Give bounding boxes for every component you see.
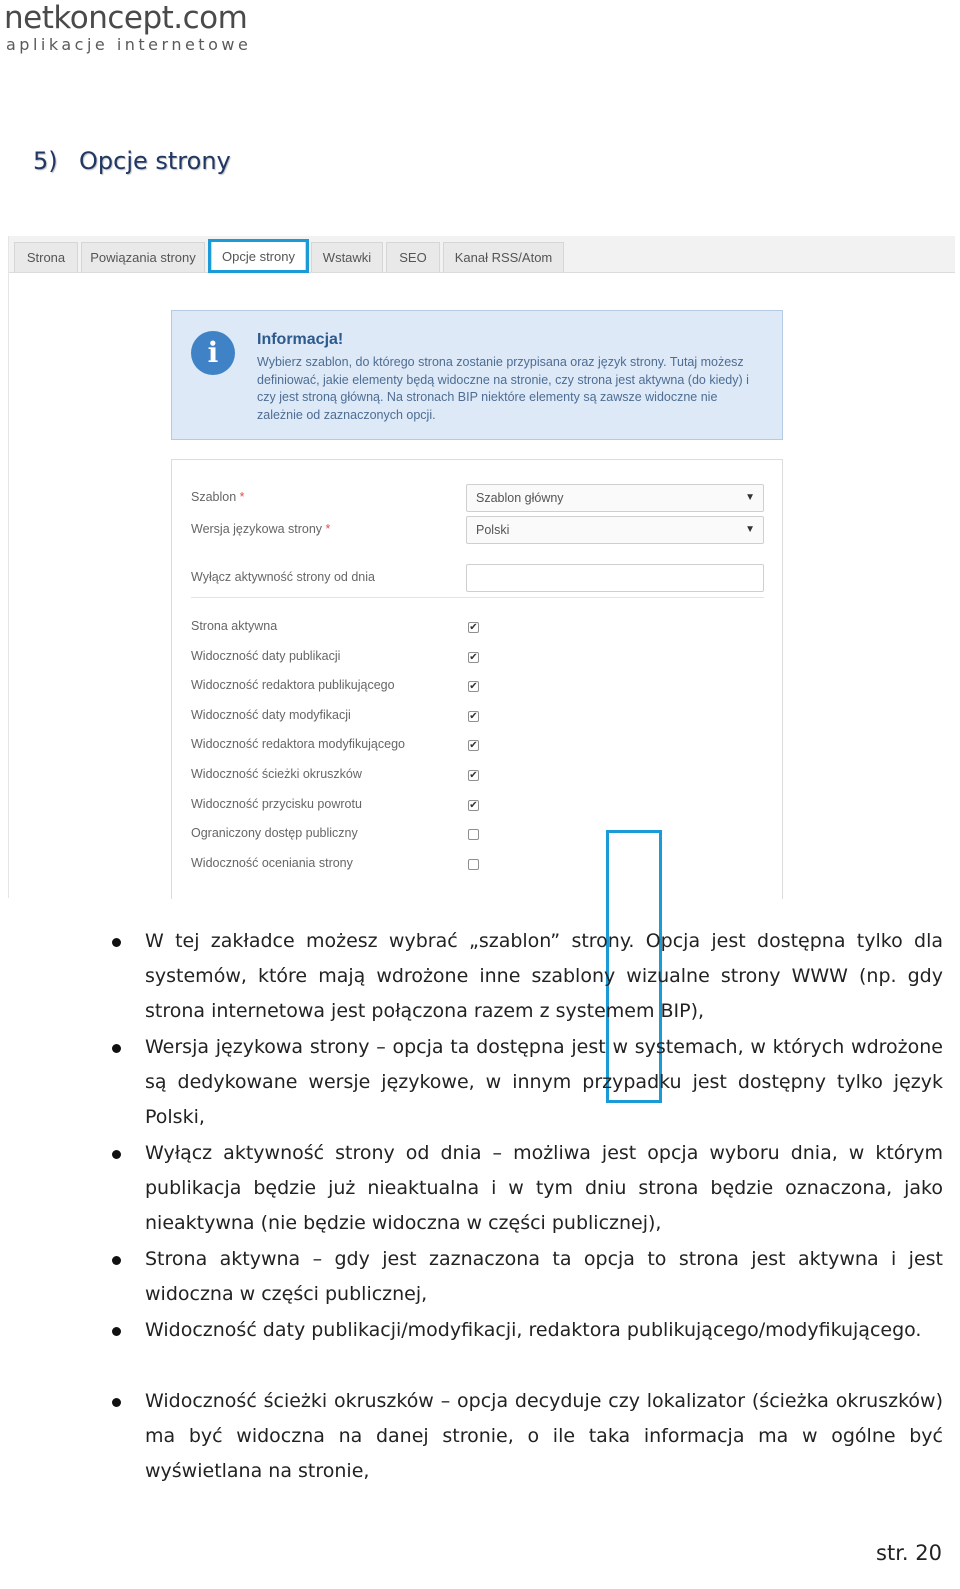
checkbox-checked[interactable]: ✔ <box>469 770 478 781</box>
tab-highlight-frame <box>208 239 309 273</box>
checkbox-label: Strona aktywna <box>191 619 278 633</box>
checkbox-label: Ograniczony dostęp publiczny <box>191 826 358 841</box>
template-label <box>191 490 245 504</box>
tab-bar <box>9 236 955 273</box>
language-select-value: Polski <box>476 523 510 537</box>
bullet-dot <box>112 1150 121 1159</box>
template-label-text: Szablon <box>191 490 237 504</box>
checkbox-label: Widoczność daty modyfikacji <box>191 707 351 722</box>
checkbox-label: Widoczność ścieżki okruszków <box>191 767 362 781</box>
tab-seo[interactable]: SEO <box>386 242 440 272</box>
tab-opcje-strony[interactable]: Opcje strony <box>211 241 306 273</box>
tab-kanal-rss[interactable]: Kanał RSS/Atom <box>443 242 564 272</box>
language-label-text: Wersja językowa strony <box>191 522 323 536</box>
bullet-dot <box>112 1327 121 1336</box>
tab-powiazania-strony[interactable]: Powiązania strony <box>81 242 205 272</box>
checkbox-checked[interactable]: ✔ <box>469 651 478 663</box>
checkbox-checked[interactable]: ✔ <box>469 681 478 693</box>
list-item-text: Widoczność daty publikacji/modyfikacji, redaktora publikującego/modyfikującego. <box>145 1319 922 1341</box>
chevron-down-icon: ▼ <box>745 492 755 503</box>
logo-tagline: aplikacje internetowe <box>6 35 252 54</box>
page-number: str. 20 <box>876 1541 942 1565</box>
checkbox-unchecked[interactable] <box>468 829 479 840</box>
section-number: 5) <box>33 147 58 175</box>
options-form <box>171 459 783 899</box>
list-item-text: Strona aktywna – gdy jest zaznaczona ta opcja to strona jest aktywna i jest widoczna w części publicznej, <box>145 1248 943 1305</box>
bullet-dot <box>112 1256 121 1265</box>
checkbox-label: Widoczność redaktora publikującego <box>191 678 395 693</box>
language-select[interactable] <box>466 516 764 544</box>
bullet-dot <box>112 1398 121 1407</box>
list-item-text: Wyłącz aktywność strony od dnia – możliwa jest opcja wyboru dnia, w którym publikacja będzie już nieaktualna i w tym dniu strona będzie oznaczona, jako nieaktywna (nie będzie widoczna w części publicznej), <box>145 1142 943 1234</box>
bullet-dot <box>112 1044 121 1053</box>
checkbox-label: Widoczność przycisku powrotu <box>191 796 362 811</box>
required-marker: * <box>325 522 331 536</box>
list-item-text: Widoczność ścieżki okruszków – opcja decyduje czy lokalizator (ścieżka okruszków) ma być widoczna na danej stronie, o ile taka informacja ma w ogólne być wyświetlana na stronie, <box>145 1390 943 1482</box>
checkbox-checked[interactable]: ✔ <box>469 740 478 752</box>
list-item-text: W tej zakładce możesz wybrać „szablon” strony. Opcja jest dostępna tylko dla systemów, które mają wdrożone inne szablony wizualne strony WWW (np. gdy strona internetowa jest połączona razem z systemem BIP), <box>145 930 943 1022</box>
logo-text: netkoncept.com <box>4 0 248 36</box>
deactivate-date-label: Wyłącz aktywność strony od dnia <box>191 570 375 584</box>
checkbox-label: Widoczność redaktora modyfikującego <box>191 737 405 752</box>
settings-screenshot <box>8 236 955 898</box>
checkbox-checked[interactable]: ✔ <box>469 799 478 811</box>
tab-strona[interactable]: Strona <box>14 242 78 272</box>
list-item-text: Wersja językowa strony – opcja ta dostępna jest w systemach, w których wdrożone są dedykowane wersje językowe, w innym przypadku jest dostępny tylko język Polski, <box>145 1036 943 1128</box>
tab-wstawki[interactable]: Wstawki <box>311 242 383 272</box>
checkbox-checked[interactable]: ✔ <box>469 710 478 722</box>
info-text: Wybierz szablon, do którego strona zostanie przypisana oraz język strony. Tutaj możesz definiować, jakie elementy będą widoczne na stronie, czy strona jest aktywna (do kiedy) i czy jest stroną główną. Na stronach BIP niektóre elementy są zawsze widoczne nie zależnie od zaznaczonych opcji. <box>257 355 749 422</box>
divider <box>191 597 764 598</box>
chevron-down-icon: ▼ <box>745 524 755 535</box>
checkbox-label: Widoczność daty publikacji <box>191 648 341 663</box>
template-select[interactable] <box>466 484 764 512</box>
info-alert <box>171 310 783 440</box>
language-label <box>191 522 330 536</box>
bullet-dot <box>112 938 121 947</box>
checkbox-unchecked[interactable] <box>468 859 479 870</box>
info-icon: i <box>191 331 235 375</box>
info-title: Informacja! <box>257 331 344 348</box>
deactivate-date-input[interactable] <box>466 564 764 592</box>
section-heading <box>33 145 231 177</box>
checkbox-label: Widoczność oceniania strony <box>191 855 353 870</box>
required-marker: * <box>239 490 245 504</box>
template-select-value: Szablon główny <box>476 491 564 505</box>
checkbox-checked[interactable]: ✔ <box>469 622 478 633</box>
section-title: Opcje strony <box>79 147 231 175</box>
